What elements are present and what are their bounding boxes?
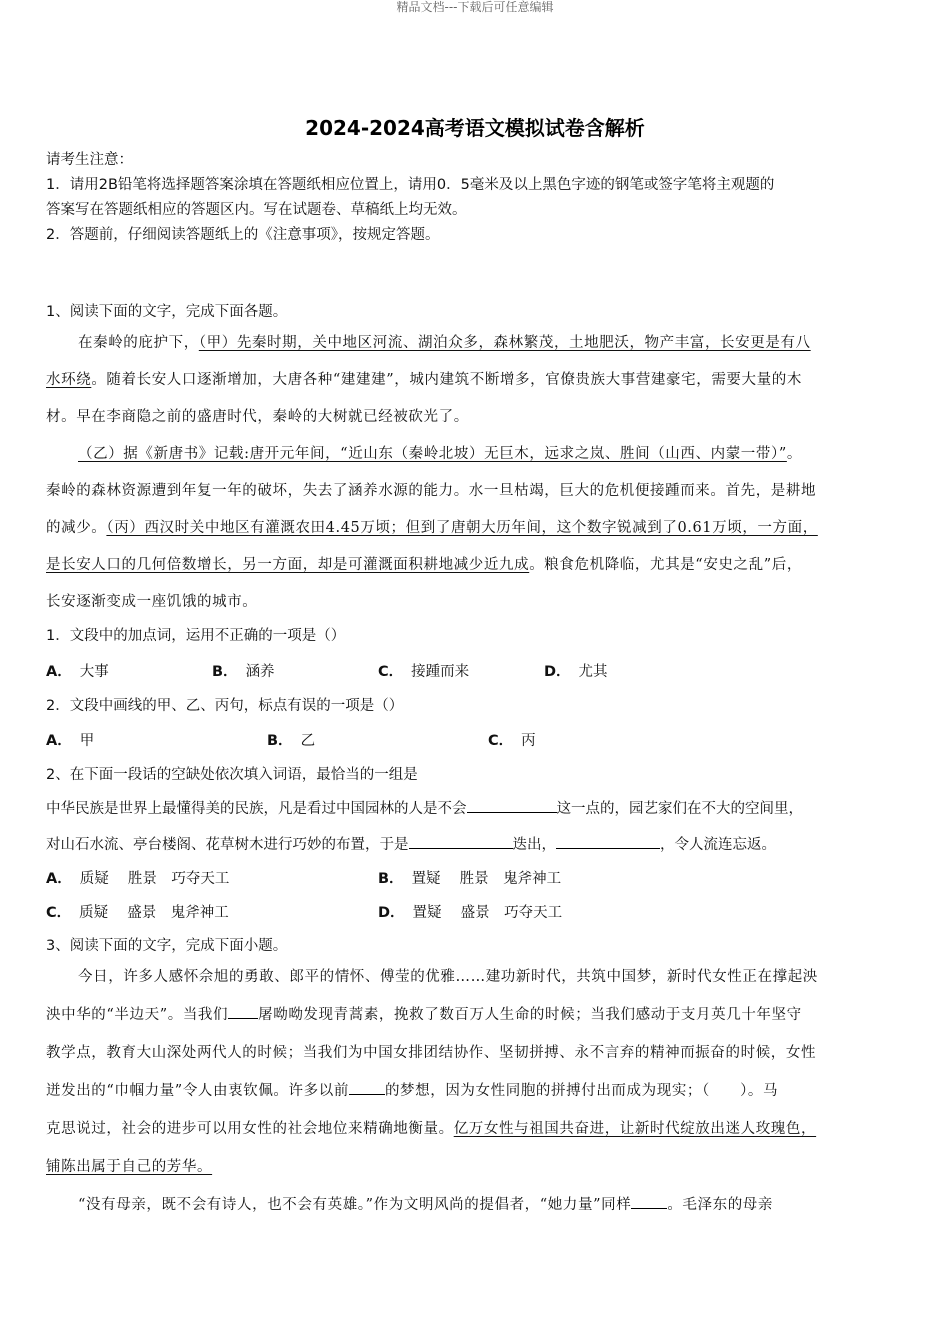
option-label: B． <box>212 664 238 680</box>
exam-notice <box>46 148 906 248</box>
passage-text: 克思说过，社会的进步可以用女性的社会地位来精确地衡量。 <box>46 1121 454 1137</box>
passage-text: 泱中华的“半边天”。当我们 <box>46 1007 229 1023</box>
passage-text: 秦岭的森林资源遭到年复一年的破坏，失去了涵养水源的能力。水一旦枯竭，巨大的危机便接踵而来。首先，是耕地 <box>46 483 817 499</box>
passage-text: 迭出， <box>512 837 556 853</box>
passage-text: 。粮食危机降临，尤其是“安史之乱”后， <box>529 557 802 573</box>
option-label: B． <box>378 871 404 887</box>
reading-passage-1 <box>46 325 908 621</box>
passage-text: 。毛泽东的母亲 <box>667 1197 774 1213</box>
passage-text: ，令人流连忘返。 <box>660 837 776 853</box>
s2-option-d[interactable] <box>378 901 562 922</box>
underlined-sentence-bing: （丙）西汉时关中地区有灌溉农田4.45万顷；但到了唐朝大历年间，这个数字锐减到了0.61万顷，一方面， <box>106 520 818 536</box>
passage-text: 中华民族是世界上最懂得美的民族，凡是看过中国园林的人是不会 <box>46 801 467 817</box>
s2-option-b[interactable] <box>378 867 561 888</box>
passage-text: 。随着长安人口逐渐增加，大唐各种“建建建”，城内建筑不断增多，官僚贵族大事营建豪宅，需要大量的木 <box>91 372 802 388</box>
s2-option-c[interactable] <box>46 901 229 922</box>
passage-text: 的梦想，因为女性同胞的拼搏付出而成为现实；（ ）。马 <box>384 1083 779 1099</box>
fill-blank[interactable] <box>409 834 513 849</box>
passage-text: 屠呦呦发现青蒿素，挽救了数百万人生命的时候；当我们感动于支月英几十年坚守 <box>258 1007 802 1023</box>
passage-text: 今日，许多人感怀佘旭的勇敢、郎平的情怀、傅莹的优雅……建功新时代，共筑中国梦，新时代女性正在撑起泱 <box>78 969 818 985</box>
passage-text: 材。早在李商隐之前的盛唐时代，秦岭的大树就已经被砍光了。 <box>46 409 469 425</box>
option-text: 乙 <box>300 733 316 749</box>
option-text: 置疑 胜景 鬼斧神工 <box>411 871 562 887</box>
option-label: A． <box>46 664 72 680</box>
section1-heading: 1、阅读下面的文字，完成下面各题。 <box>46 304 288 320</box>
option-label: A． <box>46 871 72 887</box>
option-label: B． <box>267 733 293 749</box>
fill-blank[interactable] <box>467 798 557 813</box>
section3-heading: 3、阅读下面的文字，完成下面小题。 <box>46 938 288 954</box>
option-text: 质疑 胜景 巧夺天工 <box>79 871 230 887</box>
passage-text: 这一点的，园艺家们在不大的空间里， <box>556 801 803 817</box>
page-title: 2024-2024高考语文模拟试卷含解析 <box>305 116 645 140</box>
q2-option-c[interactable] <box>488 729 536 750</box>
question-2: 2．文段中画线的甲、乙、丙句，标点有误的一项是（） <box>46 698 404 714</box>
q2-option-a[interactable] <box>46 729 94 750</box>
notice-line: 答案写在答题纸相应的答题区内。写在试题卷、草稿纸上均无效。 <box>46 202 467 218</box>
section2-heading: 2、在下面一段话的空缺处依次填入词语，最恰当的一组是 <box>46 767 418 783</box>
passage-text: “没有母亲，既不会有诗人，也不会有英雄。”作为文明风尚的提倡者，“她力量”同样 <box>78 1197 632 1213</box>
option-label: C． <box>378 664 404 680</box>
passage-text: 迸发出的“巾帼力量”令人由衷钦佩。许多以前 <box>46 1083 349 1099</box>
option-label: C． <box>488 733 514 749</box>
fill-blank[interactable] <box>349 1080 385 1095</box>
underlined-sentence-jia: 水环绕 <box>46 372 92 388</box>
option-text: 甲 <box>79 733 95 749</box>
option-text: 丙 <box>521 733 536 749</box>
underlined-sentence-bing: 是长安人口的几何倍数增长，另一方面，却是可灌溉面积耕地减少近九成 <box>46 557 530 573</box>
option-text: 质疑 盛景 鬼斧神工 <box>79 905 229 921</box>
question-1: 1．文段中的加点词，运用不正确的一项是（） <box>46 628 346 644</box>
q1-option-b[interactable] <box>212 660 275 681</box>
passage-text: 对山石水流、亭台楼阁、花草树木进行巧妙的布置，于是 <box>46 837 409 853</box>
passage-text: 在秦岭的庇护下， <box>78 335 199 351</box>
option-label: D． <box>544 664 571 680</box>
q1-option-a[interactable] <box>46 660 109 681</box>
passage-text: 。 <box>786 446 802 462</box>
option-text: 置疑 盛景 巧夺天工 <box>412 905 563 921</box>
section2-line <box>46 797 906 818</box>
passage-text: 长安逐渐变成一座饥饿的城市。 <box>46 594 258 610</box>
underlined-sentence: 亿万女性与祖国共奋进，让新时代绽放出迷人玫瑰色， <box>453 1121 817 1137</box>
q1-option-d[interactable] <box>544 660 608 681</box>
fill-blank[interactable] <box>631 1194 667 1209</box>
notice-line: 2．答题前，仔细阅读答题纸上的《注意事项》，按规定答题。 <box>46 227 440 243</box>
fill-blank[interactable] <box>228 1004 258 1019</box>
underlined-sentence-jia: （甲）先秦时期，关中地区河流、湖泊众多，森林繁茂，土地肥沃，物产丰富，长安更是有八 <box>198 335 811 351</box>
q1-option-c[interactable] <box>378 660 469 681</box>
reading-passage-3 <box>46 958 908 1224</box>
option-text: 大事 <box>79 664 109 680</box>
underlined-sentence-yi: （乙）据《新唐书》记载:唐开元年间，“近山东（秦岭北坡）无巨木，远求之岚、胜间（山西、内蒙一带）” <box>78 446 787 462</box>
option-label: D． <box>378 905 405 921</box>
s2-option-a[interactable] <box>46 867 229 888</box>
passage-text: 的减少。 <box>46 520 107 536</box>
option-text: 尤其 <box>578 664 608 680</box>
option-label: A． <box>46 733 72 749</box>
option-label: C． <box>46 905 72 921</box>
q2-option-b[interactable] <box>267 729 315 750</box>
passage-text: 教学点，教育大山深处两代人的时候；当我们为中国女排团结协作、坚韧拼搏、永不言弃的精神而振奋的时候，女性 <box>46 1045 817 1061</box>
notice-line: 1．请用2B铅笔将选择题答案涂填在答题纸相应位置上，请用0．5毫米及以上黑色字迹的钢笔或签字笔将主观题的 <box>46 177 775 193</box>
section2-line <box>46 833 906 854</box>
underlined-sentence: 铺陈出属于自己的芳华。 <box>46 1159 213 1175</box>
fill-blank[interactable] <box>556 834 660 849</box>
option-text: 涵养 <box>245 664 275 680</box>
watermark: 精品文档---下载后可任意编辑 <box>396 0 554 14</box>
option-text: 接踵而来 <box>411 664 470 680</box>
notice-heading: 请考生注意： <box>46 152 133 168</box>
